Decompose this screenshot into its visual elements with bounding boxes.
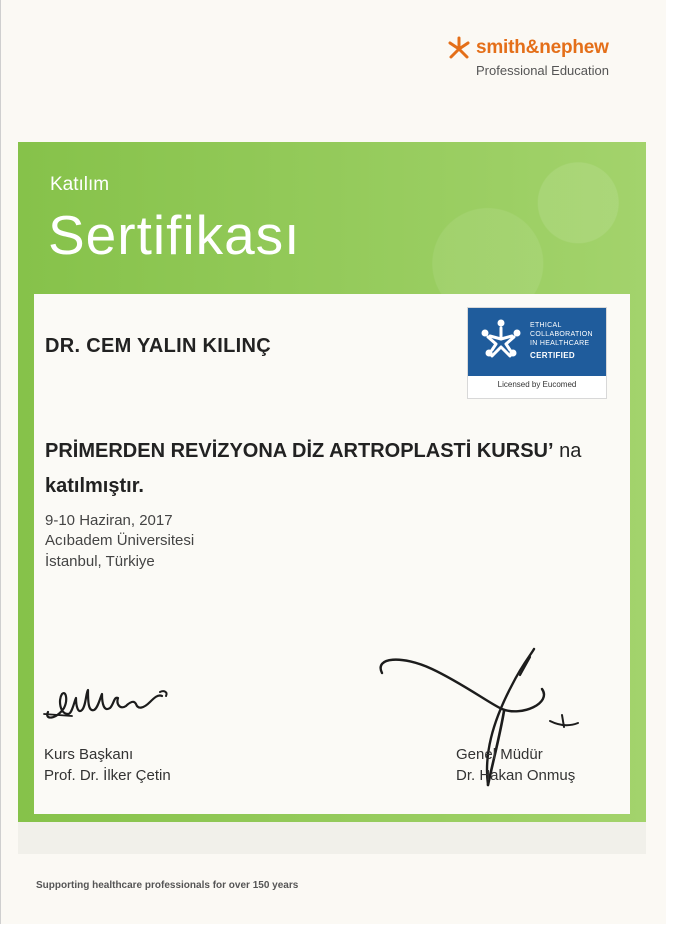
event-venue: Acıbadem Üniversitesi xyxy=(45,532,195,549)
badge-certified: CERTIFIED xyxy=(530,351,575,360)
left-signatory-name: Prof. Dr. İlker Çetin xyxy=(44,767,171,784)
band-decoration xyxy=(420,142,646,294)
starburst-icon xyxy=(446,35,472,63)
left-signatory-role: Kurs Başkanı xyxy=(44,746,134,763)
brand-subtitle: Professional Education xyxy=(476,63,609,78)
certificate-title-big: Sertifikası xyxy=(48,204,301,266)
bottom-strip xyxy=(18,822,646,854)
course-title: PRİMERDEN REVİZYONA DİZ ARTROPLASTİ KURSU’ xyxy=(45,440,554,462)
badge-licensed-text: Licensed by Eucomed xyxy=(497,380,577,389)
course-title-line1 xyxy=(45,440,581,463)
course-title-line2: katılmıştır. xyxy=(45,475,144,497)
brand-name: smith&nephew xyxy=(476,37,609,58)
badge-line3: IN HEALTHCARE xyxy=(530,340,590,347)
smith-nephew-logo xyxy=(446,33,646,83)
recipient-name: DR. CEM YALIN KILINÇ xyxy=(45,335,272,357)
footer-tagline: Supporting healthcare professionals for over 150 years xyxy=(36,880,299,891)
left-signature xyxy=(42,680,192,725)
badge-line2: COLLABORATION xyxy=(530,331,593,338)
right-signatory-role: Genel Müdür xyxy=(456,746,543,763)
badge-panel xyxy=(468,308,606,376)
right-signatory-name: Dr. Hakan Onmuş xyxy=(456,767,576,784)
ethical-collaboration-badge xyxy=(467,307,607,399)
badge-line1: ETHICAL xyxy=(530,322,562,329)
event-date: 9-10 Haziran, 2017 xyxy=(45,512,173,529)
course-suffix: na xyxy=(553,440,582,462)
scan-margin-bottom xyxy=(0,924,680,937)
people-circle-icon xyxy=(476,317,526,367)
certificate-title-small: Katılım xyxy=(50,174,110,195)
scan-margin-right xyxy=(666,0,680,937)
event-city: İstanbul, Türkiye xyxy=(45,553,155,570)
sheet-edge xyxy=(0,0,1,924)
